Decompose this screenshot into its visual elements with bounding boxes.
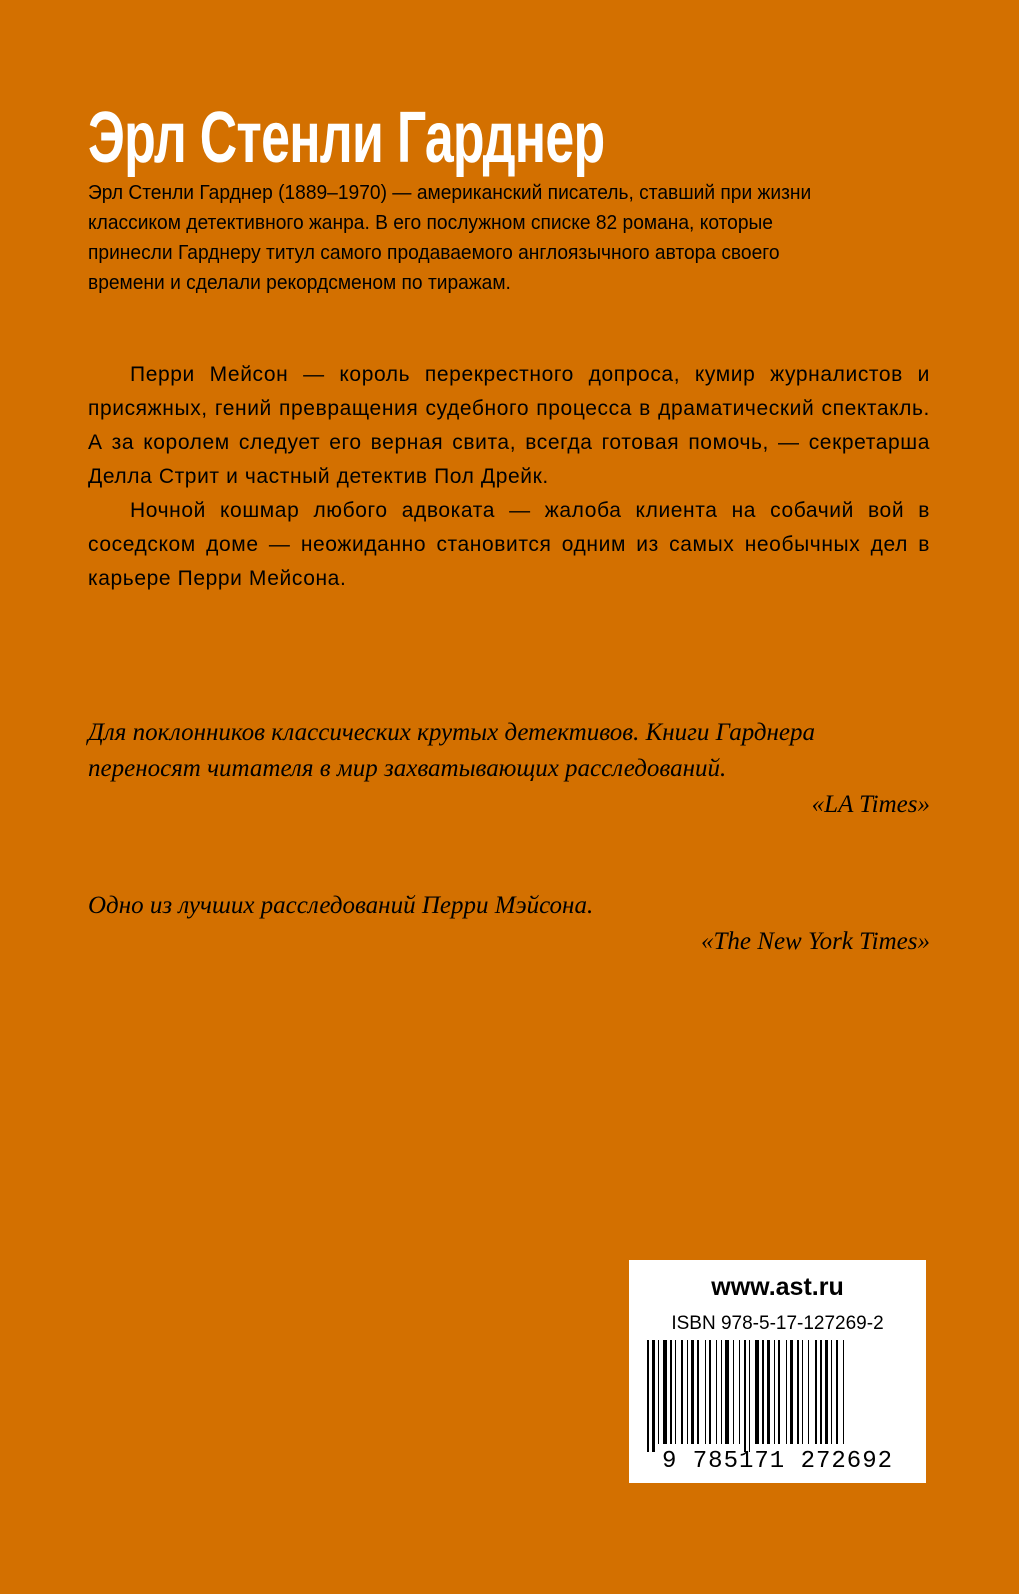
author-name: Эрл Стенли Гарднер (88, 98, 605, 178)
review-quote-2 (88, 888, 930, 960)
barcode-bar (744, 1340, 746, 1452)
barcode-bar (755, 1340, 759, 1444)
barcode-bar (786, 1340, 787, 1444)
barcode-bar (767, 1340, 770, 1444)
barcode-bar (725, 1340, 729, 1444)
barcode-bar (675, 1340, 676, 1444)
barcode-bar (663, 1340, 667, 1444)
barcode-bar (670, 1340, 672, 1444)
barcode-bar (843, 1340, 844, 1444)
isbn-label: ISBN 978-5-17-127269-2 (671, 1313, 884, 1334)
barcode-bar (797, 1340, 799, 1444)
barcode-bar (778, 1340, 780, 1444)
barcode-bar (716, 1340, 717, 1444)
barcode-bar (697, 1340, 699, 1444)
review-quote-1 (88, 715, 930, 823)
barcode-bar (705, 1340, 706, 1444)
publisher-website: www.ast.ru (711, 1273, 844, 1301)
barcode-bar (815, 1340, 817, 1444)
barcode-bar (721, 1340, 722, 1444)
barcode-panel (629, 1260, 926, 1483)
barcode-bar (691, 1340, 694, 1444)
review-quote-source: «The New York Times» (701, 928, 930, 955)
review-quote-source: «LA Times» (811, 791, 930, 818)
barcode-bar (820, 1340, 822, 1444)
barcode-bar (733, 1340, 734, 1444)
book-annotation (88, 358, 930, 596)
barcode-bar (709, 1340, 711, 1444)
author-bio: Эрл Стенли Гарднер (1889–1970) — американский писатель, ставший при жизни классиком детективного жанра. В его послужном списке 82 романа, которые принесли Гарднеру титул самого продаваемого англоязычного автора своего времени и сделали рекордсменом по тиражам. (88, 182, 812, 294)
barcode-bar (774, 1340, 775, 1444)
barcode-digits: 9 785171 272692 (661, 1448, 894, 1475)
barcode-bar (647, 1340, 649, 1452)
annotation-paragraph-1: Перри Мейсон — король перекрестного допроса, кумир журналистов и присяжных, гений превращения судебного процесса в драматический спектакль. А за королем следует его верная свита, всегда готовая помочь, — секретарша Делла Стрит и частный детектив Пол Дрейк. (88, 363, 930, 488)
barcode-bars (641, 1340, 914, 1452)
barcode-bar (802, 1340, 803, 1444)
barcode-bar (749, 1340, 750, 1452)
review-quote-text: Одно из лучших расследований Перри Мэйсона. (88, 892, 594, 919)
review-quote-text: Для поклонников классических крутых детективов. Книги Гарднера переносят читателя в мир захватывающих расследований. (88, 719, 816, 782)
barcode-bar (652, 1340, 655, 1452)
annotation-paragraph-2: Ночной кошмар любого адвоката — жалоба клиента на собачий вой в соседском доме — неожиданно становится одним из самых необычных дел в карьере Перри Мейсона. (88, 499, 930, 590)
barcode-bar (681, 1340, 683, 1444)
barcode-bar (825, 1340, 828, 1444)
barcode-bar (790, 1340, 793, 1444)
barcode-bar (831, 1340, 832, 1444)
barcode-bar (658, 1340, 659, 1444)
barcode-bar (808, 1340, 809, 1444)
barcode-bar (687, 1340, 688, 1444)
barcode-bar (762, 1340, 764, 1444)
barcode-bar (739, 1340, 740, 1444)
barcode-bar (836, 1340, 838, 1444)
